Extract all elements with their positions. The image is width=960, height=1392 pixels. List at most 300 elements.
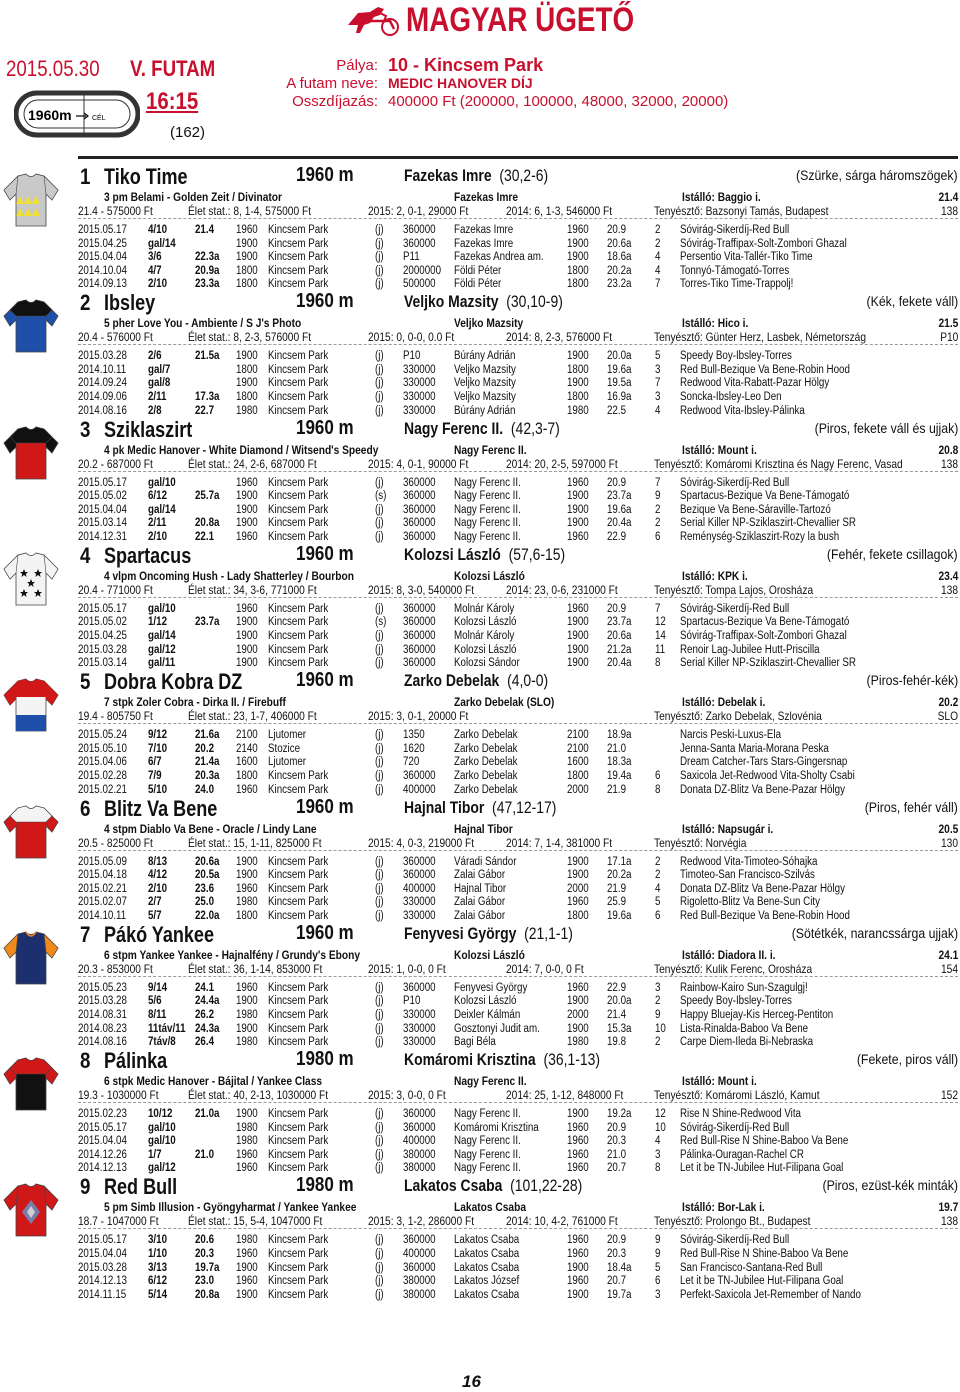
driver-stat: (101,22-28) [510, 1176, 583, 1196]
jersey-icon [2, 170, 60, 228]
run-prize: 380000 [403, 1288, 436, 1301]
start-number: 7 [80, 921, 91, 947]
run-venue: Kincsem Park [268, 602, 329, 615]
run-win-time: 23.2a [607, 278, 632, 291]
past-run-row [78, 869, 958, 883]
divider [78, 1102, 958, 1103]
run-odds: 9 [655, 1234, 661, 1247]
run-driver: Zarko Debelak [454, 769, 518, 782]
run-distance: 1960 [236, 1275, 258, 1288]
race-distance: 1960 m [296, 669, 354, 692]
horse-entry [0, 671, 960, 797]
stable-value: 24.1 [938, 947, 958, 962]
run-driver: Kolozsi László [454, 643, 517, 656]
run-track: (j) [375, 1036, 384, 1049]
driver-name: Fenyvesi György (21,1-1) [404, 923, 573, 943]
run-prize: 380000 [403, 1275, 436, 1288]
run-venue: Kincsem Park [268, 1008, 329, 1021]
run-odds: 2 [655, 224, 661, 236]
run-track: (j) [375, 981, 384, 994]
run-driver: Bagi Béla [454, 1036, 496, 1049]
run-driver: Gosztonyi Judit am. [454, 1022, 540, 1035]
run-date: 2015.05.02 [78, 490, 127, 503]
run-time: 21.4 [195, 224, 215, 236]
stable-value: 21.5 [938, 316, 958, 331]
pedigree: 4 pk Medic Hanover - White Diamond / Witsend's Speedy [104, 442, 379, 457]
run-odds: 10 [655, 1121, 666, 1134]
label-palya: Pálya: [336, 56, 378, 74]
run-distance: 1900 [236, 643, 258, 656]
run-track: (j) [375, 756, 384, 769]
run-win-distance: 1900 [567, 237, 589, 250]
run-distance: 1980 [236, 896, 258, 909]
run-result: Tonnyó-Támogató-Torres [680, 264, 790, 277]
run-date: 2014.10.04 [78, 264, 127, 277]
run-placing: 4/7 [148, 264, 162, 277]
silks-colors: (Szürke, sárga háromszögek) [796, 167, 958, 183]
run-win-time: 20.0a [607, 350, 632, 363]
start-number: 5 [80, 669, 91, 695]
run-venue: Kincsem Park [268, 1234, 329, 1247]
run-distance: 1980 [236, 1036, 258, 1049]
run-result: Saxicola Jet-Redwood Vita-Sholty Csabi [680, 769, 855, 782]
run-time: 22.7 [195, 404, 215, 417]
past-run-row [78, 238, 958, 252]
run-venue: Kincsem Park [268, 1135, 329, 1148]
run-placing: 9/12 [148, 729, 168, 742]
best-record: 20.4 - 771000 Ft [78, 582, 153, 597]
run-date: 2014.12.31 [78, 530, 127, 543]
past-run-row [78, 1234, 958, 1248]
run-venue: Kincsem Park [268, 909, 329, 922]
run-win-distance: 1960 [567, 1135, 589, 1148]
past-run-row [78, 1162, 958, 1176]
run-prize: P10 [403, 995, 421, 1008]
run-distance: 1900 [236, 350, 258, 363]
run-date: 2015.02.21 [78, 783, 127, 796]
run-track: (j) [375, 896, 384, 909]
past-run-row [78, 1289, 958, 1303]
run-track: (j) [375, 882, 384, 895]
run-odds: 3 [655, 391, 661, 404]
run-track: (j) [375, 1008, 384, 1021]
life-stats: Élet stat.: 23, 1-7, 406000 Ft [188, 709, 317, 724]
run-win-time: 19.2a [607, 1108, 632, 1121]
run-date: 2015.05.17 [78, 1234, 127, 1247]
silks-colors: (Piros, fekete váll és ujjak) [814, 419, 958, 436]
run-distance: 1600 [236, 756, 258, 769]
run-prize: 400000 [403, 1135, 436, 1148]
run-driver: Hajnal Tibor [454, 882, 507, 895]
run-result: Dream Catcher-Tars Stars-Gingersnap [680, 756, 848, 769]
past-run-row [78, 265, 958, 279]
run-result: Sóvirág-Sikerdíj-Red Bull [680, 476, 790, 489]
stats-2015: 2015: 8, 3-0, 540000 Ft [368, 582, 475, 597]
past-runs [78, 224, 958, 292]
run-prize: 400000 [403, 1247, 436, 1260]
driver-name: Fazekas Imre (30,2-6) [404, 166, 549, 185]
run-venue: Ljutomer [268, 756, 307, 769]
run-result: Serial Killer NP-Sziklaszirt-Chevallier SR [680, 657, 856, 670]
run-placing: gal/10 [148, 476, 176, 489]
past-runs [78, 477, 958, 545]
run-venue: Kincsem Park [268, 278, 329, 291]
run-placing: gal/8 [148, 377, 171, 390]
run-date: 2015.05.24 [78, 729, 127, 742]
stable: Istálló: Hico i. [682, 316, 749, 331]
horse-entry [0, 1050, 960, 1176]
trainer-name: Veljko Mazsity [454, 316, 524, 331]
run-placing: 5/6 [148, 995, 162, 1008]
run-result: Sóvirág-Sikerdíj-Red Bull [680, 602, 790, 615]
driver-stat: (57,6-15) [508, 544, 566, 564]
run-result: Rigoletto-Blitz Va Bene-Sun City [680, 896, 820, 909]
divider [78, 976, 958, 977]
run-venue: Kincsem Park [268, 869, 329, 882]
run-distance: 1900 [236, 995, 258, 1008]
past-run-row [78, 883, 958, 897]
run-win-distance: 1980 [567, 404, 589, 417]
past-run-row [78, 1149, 958, 1163]
run-win-time: 20.0a [607, 995, 632, 1008]
run-venue: Stozice [268, 742, 301, 755]
run-venue: Kincsem Park [268, 350, 329, 363]
pedigree: 5 pher Love You - Ambiente / S J's Photo [104, 316, 302, 331]
jersey-icon [2, 549, 60, 607]
run-prize: 360000 [403, 769, 436, 782]
run-odds: 9 [655, 1008, 661, 1021]
run-driver: Molnár Károly [454, 630, 515, 643]
past-run-row [78, 531, 958, 545]
run-result: Sóvirág-Sikerdíj-Red Bull [680, 1121, 790, 1134]
silks-colors: (Piros, ezüst-kék minták) [822, 1177, 958, 1194]
run-win-time: 20.3 [607, 1135, 627, 1148]
run-venue: Kincsem Park [268, 476, 329, 489]
past-run-row [78, 729, 958, 743]
run-prize: 360000 [403, 657, 436, 670]
run-track: (j) [375, 517, 384, 530]
race-date: 2015.05.30 [6, 56, 100, 81]
past-run-row [78, 1248, 958, 1262]
run-distance: 1900 [236, 1022, 258, 1035]
run-distance: 1960 [236, 224, 258, 236]
run-result: Bezique Va Bene-Sáraville-Tartozó [680, 503, 831, 516]
run-win-time: 21.9 [607, 783, 627, 796]
run-win-distance: 1900 [567, 490, 589, 503]
run-venue: Kincsem Park [268, 630, 329, 643]
life-stats: Élet stat.: 15, 1-11, 825000 Ft [188, 835, 322, 850]
run-driver: Váradi Sándor [454, 855, 517, 868]
run-venue: Kincsem Park [268, 237, 329, 250]
run-date: 2015.05.17 [78, 1121, 127, 1134]
run-placing: 8/11 [148, 1008, 167, 1021]
run-date: 2015.04.04 [78, 251, 127, 264]
horse-name: Pákó Yankee [104, 921, 214, 947]
run-driver: Nagy Ferenc II. [454, 476, 521, 489]
run-venue: Kincsem Park [268, 1162, 329, 1175]
run-win-distance: 2100 [567, 729, 589, 742]
run-distance: 1960 [236, 1148, 258, 1161]
stats-2014: 2014: 6, 1-3, 546000 Ft [506, 204, 613, 218]
run-win-time: 20.9 [607, 602, 627, 615]
run-win-distance: 1800 [567, 909, 589, 922]
stable: Istálló: Debelak i. [682, 695, 766, 710]
prize-value: 400000 Ft (200000, 100000, 48000, 32000, 20000) [388, 92, 729, 110]
trainer-name: Nagy Ferenc II. [454, 442, 527, 457]
run-odds: 5 [655, 1261, 661, 1274]
pedigree: 5 pm Simb Illusion - Gyöngyharmat / Yankee Yankee [104, 1200, 357, 1215]
run-date: 2015.04.06 [78, 756, 127, 769]
run-result: Redwood Vita-Timoteo-Sóhajka [680, 855, 818, 868]
breeder: Tenyésztő: Norvégia [654, 835, 747, 850]
stable: Istálló: Mount i. [682, 442, 757, 457]
driver-name: Lakatos Csaba (101,22-28) [404, 1176, 583, 1196]
run-prize: 380000 [403, 1148, 436, 1161]
race-distance: 1960 m [296, 795, 354, 818]
horse-name: Ibsley [104, 290, 156, 316]
run-win-distance: 2000 [567, 783, 589, 796]
run-placing: gal/12 [148, 643, 176, 656]
run-prize: 360000 [403, 630, 436, 643]
run-win-distance: 2100 [567, 742, 589, 755]
silks-colors: (Fekete, piros váll) [856, 1051, 958, 1068]
run-placing: 1/10 [148, 1247, 168, 1260]
run-time: 22.0a [195, 909, 220, 922]
run-date: 2014.09.13 [78, 278, 127, 291]
run-result: Carpe Diem-Ileda Bi-Nebraska [680, 1036, 814, 1049]
run-result: Happy Bluejay-Kis Herceg-Pentiton [680, 1008, 834, 1021]
run-win-time: 21.4 [607, 1008, 627, 1021]
run-odds: 3 [655, 1148, 661, 1161]
pedigree: 3 pm Belami - Golden Zeit / Divinator [104, 190, 282, 204]
run-venue: Kincsem Park [268, 1108, 329, 1121]
run-win-distance: 1900 [567, 517, 589, 530]
run-placing: 2/10 [148, 882, 168, 895]
trainer-name: Zarko Debelak (SLO) [454, 695, 555, 710]
stats-2015: 2015: 3, 0-0, 0 Ft [368, 1088, 446, 1103]
run-track: (j) [375, 783, 384, 796]
breeder: Tenyésztő: Komáromi László, Kamut [654, 1088, 820, 1103]
run-driver: Kolozsi Sándor [454, 657, 520, 670]
trainer-name: Kolozsi László [454, 568, 525, 583]
run-driver: Lakatos Csaba [454, 1247, 520, 1260]
run-date: 2014.08.31 [78, 1008, 127, 1021]
run-placing: 2/7 [148, 896, 162, 909]
run-distance: 1900 [236, 1108, 258, 1121]
run-driver: Fazekas Andrea am. [454, 251, 544, 264]
past-run-row [78, 603, 958, 617]
run-win-time: 20.9 [607, 1234, 627, 1247]
run-placing: 5/7 [148, 909, 162, 922]
past-run-row [78, 1275, 958, 1289]
run-odds: 9 [655, 1247, 661, 1260]
race-distance: 1960 m [296, 290, 354, 313]
run-time: 17.3a [195, 391, 220, 404]
run-win-distance: 1960 [567, 1247, 589, 1260]
run-date: 2015.02.23 [78, 1108, 127, 1121]
stats-2015: 2015: 3, 0-1, 20000 Ft [368, 709, 469, 724]
past-run-row [78, 377, 958, 391]
run-driver: Fazekas Imre [454, 224, 514, 236]
run-track: (j) [375, 530, 384, 543]
best-record: 18.7 - 1047000 Ft [78, 1214, 159, 1229]
run-win-distance: 1800 [567, 363, 589, 376]
breeder: Tenyésztő: Zarko Debelak, Szlovénia [654, 709, 822, 724]
run-driver: Komáromi Krisztina [454, 1121, 539, 1134]
run-win-time: 18.9a [607, 729, 632, 742]
run-odds: 2 [655, 869, 661, 882]
past-run-row [78, 350, 958, 364]
run-distance: 1800 [236, 909, 258, 922]
run-track: (j) [375, 391, 384, 404]
run-venue: Kincsem Park [268, 769, 329, 782]
run-win-distance: 1900 [567, 869, 589, 882]
start-number: 2 [80, 290, 91, 316]
driver-stat: (21,1-1) [524, 923, 573, 943]
run-win-time: 20.3 [607, 1247, 627, 1260]
run-date: 2015.03.14 [78, 517, 127, 530]
run-placing: gal/11 [148, 657, 176, 670]
run-distance: 1980 [236, 404, 258, 417]
run-date: 2015.04.25 [78, 237, 127, 250]
run-venue: Kincsem Park [268, 251, 329, 264]
pedigree: 6 stpk Medic Hanover - Bájital / Yankee Class [104, 1074, 323, 1089]
run-driver: Veljko Mazsity [454, 391, 516, 404]
run-driver: Lakatos Csaba [454, 1288, 520, 1301]
stable-value: 23.4 [938, 568, 958, 583]
run-win-distance: 1900 [567, 657, 589, 670]
race-time: 16:15 [146, 88, 199, 115]
run-venue: Kincsem Park [268, 530, 329, 543]
run-placing: 2/10 [148, 278, 168, 291]
run-distance: 1960 [236, 882, 258, 895]
run-win-distance: 1960 [567, 1234, 589, 1247]
run-prize: 400000 [403, 783, 436, 796]
horse-name: Red Bull [104, 1174, 178, 1200]
run-date: 2015.03.14 [78, 657, 127, 670]
run-driver: Deixler Kálmán [454, 1008, 521, 1021]
run-driver: Zalai Gábor [454, 909, 506, 922]
run-venue: Kincsem Park [268, 1275, 329, 1288]
brand [340, 2, 684, 38]
run-odds: 3 [655, 981, 661, 994]
stats-2015: 2015: 2, 0-1, 29000 Ft [368, 204, 469, 218]
run-win-time: 20.2a [607, 869, 632, 882]
run-venue: Kincsem Park [268, 1288, 329, 1301]
run-track: (j) [375, 995, 384, 1008]
run-driver: Nagy Ferenc II. [454, 490, 521, 503]
run-win-distance: 1960 [567, 224, 589, 236]
past-runs [78, 603, 958, 671]
run-prize: 720 [403, 756, 420, 769]
run-venue: Kincsem Park [268, 657, 329, 670]
run-win-time: 22.9 [607, 981, 627, 994]
run-result: Redwood Vita-Ibsley-Pálinka [680, 404, 805, 417]
run-distance: 1800 [236, 363, 258, 376]
run-prize: 360000 [403, 1108, 436, 1121]
run-venue: Kincsem Park [268, 1022, 329, 1035]
run-track: (j) [375, 1288, 384, 1301]
run-driver: Veljko Mazsity [454, 363, 516, 376]
stable-value: 19.7 [938, 1200, 958, 1215]
run-prize: 360000 [403, 224, 436, 236]
run-win-time: 16.9a [607, 391, 632, 404]
run-placing: 3/13 [148, 1261, 168, 1274]
run-date: 2015.04.18 [78, 869, 127, 882]
stats-2015: 2015: 4, 0-1, 90000 Ft [368, 456, 469, 471]
run-venue: Kincsem Park [268, 855, 329, 868]
run-result: Sóvirág-Sikerdíj-Red Bull [680, 1234, 790, 1247]
horse-entry [0, 166, 960, 292]
run-prize: 330000 [403, 896, 436, 909]
run-odds: 2 [655, 995, 661, 1008]
run-placing: gal/12 [148, 1162, 176, 1175]
run-date: 2014.11.15 [78, 1288, 127, 1301]
run-track: (j) [375, 251, 384, 264]
past-run-row [78, 504, 958, 518]
life-stats: Élet stat.: 34, 3-6, 771000 Ft [188, 582, 317, 597]
trainer-name: Hajnal Tibor [454, 821, 513, 836]
run-prize: 330000 [403, 391, 436, 404]
run-odds: 12 [655, 616, 666, 629]
track-finish-text: CÉL [92, 115, 106, 122]
breeder: Tenyésztő: Günter Herz, Lasbek, Németország [654, 330, 867, 345]
run-track: (j) [375, 657, 384, 670]
run-driver: Nagy Ferenc II. [454, 517, 521, 530]
run-track: (j) [375, 909, 384, 922]
divider [78, 597, 958, 598]
run-odds: 6 [655, 530, 661, 543]
stable: Istálló: Baggio i. [682, 190, 761, 204]
run-odds: 14 [655, 630, 666, 643]
race-futam: V. FUTAM [130, 56, 216, 81]
run-driver: Zalai Gábor [454, 896, 506, 909]
run-win-time: 19.8 [607, 1036, 627, 1049]
run-date: 2015.04.04 [78, 1135, 127, 1148]
stable-value: 20.8 [938, 442, 958, 457]
run-odds: 6 [655, 769, 661, 782]
run-placing: 2/6 [148, 350, 162, 363]
run-odds: 3 [655, 363, 661, 376]
past-run-row [78, 405, 958, 419]
run-distance: 1980 [236, 1121, 258, 1134]
run-time: 24.0 [195, 783, 215, 796]
race-distance: 1960 m [296, 921, 354, 944]
run-distance: 1960 [236, 530, 258, 543]
horse-name: Pálinka [104, 1048, 168, 1074]
driver-stat: (30,2-6) [499, 166, 549, 185]
best-record: 20.5 - 825000 Ft [78, 835, 153, 850]
run-time: 21.5a [195, 350, 220, 363]
run-placing: 2/10 [148, 530, 168, 543]
run-win-time: 18.4a [607, 1261, 632, 1274]
run-distance: 1980 [236, 1234, 258, 1247]
run-prize: 360000 [403, 490, 436, 503]
run-track: (j) [375, 769, 384, 782]
run-track: (j) [375, 869, 384, 882]
run-driver: Nagy Ferenc II. [454, 1148, 521, 1161]
run-venue: Kincsem Park [268, 783, 329, 796]
horse-entry [0, 542, 960, 671]
run-win-time: 20.2a [607, 264, 632, 277]
run-track: (j) [375, 1108, 384, 1121]
run-venue: Kincsem Park [268, 995, 329, 1008]
run-time: 21.6a [195, 729, 220, 742]
run-win-time: 20.4a [607, 657, 632, 670]
run-win-distance: 1960 [567, 1162, 589, 1175]
run-distance: 1900 [236, 237, 258, 250]
run-driver: Búrány Adrián [454, 404, 516, 417]
